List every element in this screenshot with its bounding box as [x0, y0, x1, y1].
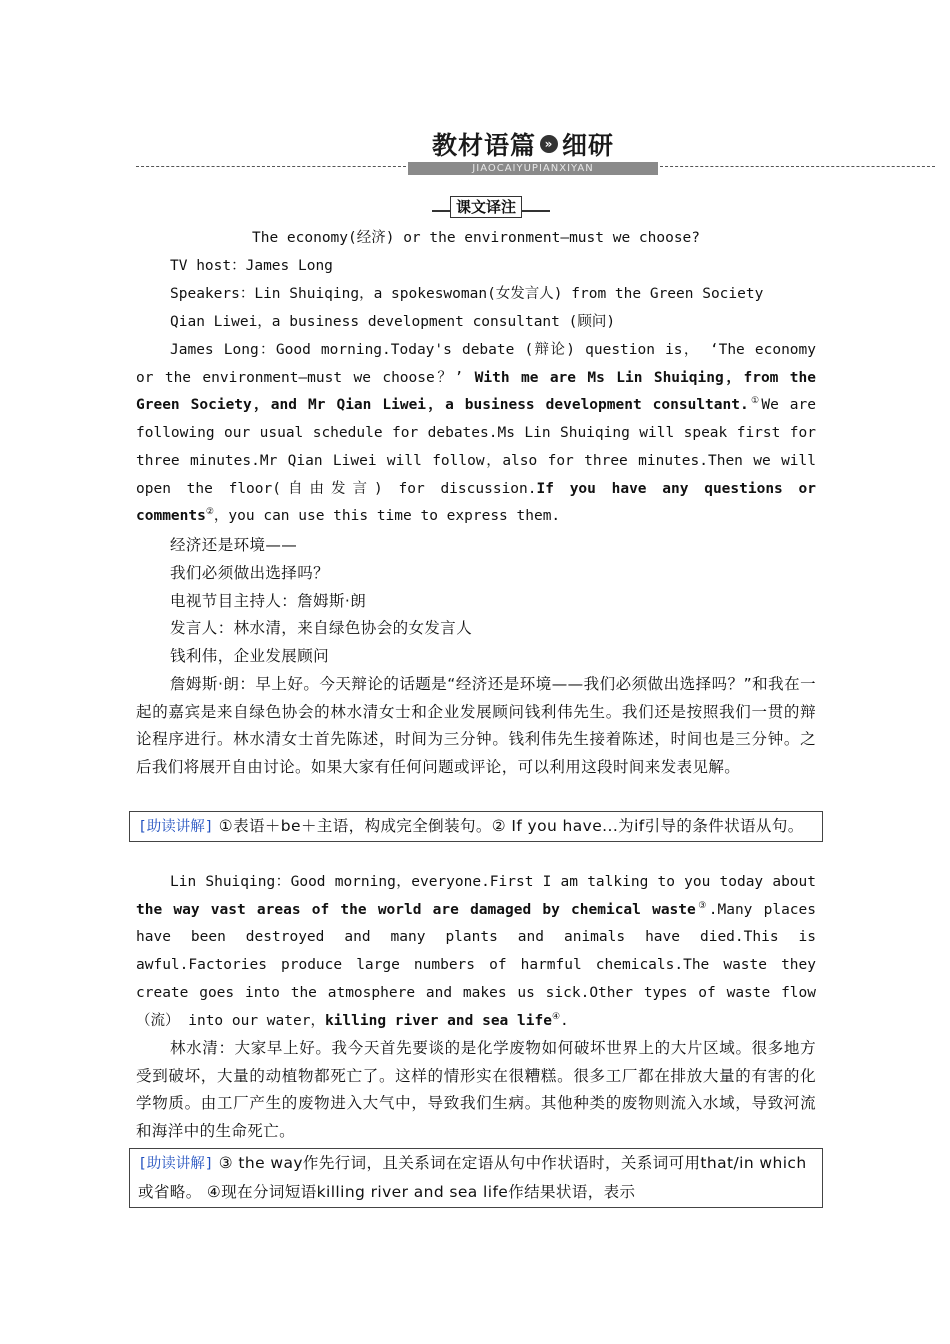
note-text: ③ the way作先行词，且关系词在定语从句中作状语时，关系词可用that/in which或省略。 ④现在分词短语killing river and sea life作结果状语，表示	[138, 1154, 807, 1201]
note-marker-3: ③	[695, 900, 709, 911]
banner-title-left: 教材语篇	[432, 131, 537, 160]
zh-paragraph-2: 林水清：大家早上好。我今天首先要谈的是化学废物如何破坏世界上的大片区域。很多地方受到破坏，大量的动植物都死亡了。这样的情形实在很糟糕。很多工厂都在排放大量的有害的化学物质。由工厂产生的废物进入大气中，导致我们生病。其他种类的废物则流入水域，导致河流和海洋中的生命死亡。	[136, 1039, 816, 1141]
note-marker-1: ①	[748, 396, 762, 407]
section-tag-label: 课文译注	[450, 196, 522, 218]
para1-bold-clause: If you have any questions or comments	[136, 480, 816, 525]
para2-text-c: .Many places have been destroyed and many plants and animals have died.This is awful.Factories produce large numbers of harmful chemicals.The waste they create goes into the atmosphere and makes us sick.Other types of waste flow （流） into our water，	[136, 901, 816, 1029]
note-marker-2: ②	[205, 507, 214, 518]
reading-note-2	[129, 1148, 823, 1208]
cast-host: TV host：James Long	[170, 258, 333, 274]
english-paragraph-1	[136, 337, 816, 532]
zh-line-4: 发言人：林水清，来自绿色协会的女发言人	[170, 619, 473, 637]
zh-paragraph-1: 詹姆斯·朗：早上好。今天辩论的话题是“经济还是环境——我们必须做出选择吗？”和我在一起的嘉宾是来自绿色协会的林水清女士和企业发展顾问钱利伟先生。我们还是按照我们一贯的辩论程序进行。林水清女士首先陈述，时间为三分钟。钱利伟先生接着陈述，时间也是三分钟。之后我们将展开自由讨论。如果大家有任何问题或评论，可以利用这段时间来发表见解。	[136, 675, 816, 777]
cast-speakers: Speakers：Lin Shuiqing，a spokeswoman(女发言人) from the Green Society	[170, 286, 764, 302]
para2-bold-clause: the way vast areas of the world are damaged by chemical waste	[136, 901, 696, 918]
header-rule-left	[136, 166, 406, 167]
note-text: ①表语＋be＋主语，构成完全倒装句。② If you have...为if引导的条件状语从句。	[213, 817, 804, 835]
para1-text-a: James Long：Good morning.Today's debate (辩论) question is， ‘The economy or the environment—must we choose？’	[136, 342, 816, 386]
para2-text-a: Lin Shuiqing：Good morning，everyone.First I am talking to you today about	[170, 874, 816, 890]
para1-text-e: ，you can use this time to express them.	[213, 508, 561, 525]
para2-text-e: .	[560, 1012, 569, 1029]
zh-line-3: 电视节目主持人：詹姆斯·朗	[170, 592, 367, 610]
section-tag	[428, 196, 554, 218]
note-marker-4: ④	[551, 1011, 561, 1022]
zh-line-5: 钱利伟，企业发展顾问	[170, 647, 330, 665]
cast-qian: Qian Liwei，a business development consultant (顾问)	[170, 314, 616, 330]
note-tag: [助读讲解]	[138, 1156, 214, 1172]
header-rule-right	[660, 166, 935, 167]
english-paragraph-2	[136, 869, 816, 1039]
para2-bold-phrase: killing river and sea life	[324, 1012, 552, 1029]
banner-subtitle: JIAOCAIYUPIANXIYAN	[408, 162, 658, 175]
section-banner-title	[432, 126, 614, 162]
para1-text-c: We are following our usual schedule for debates.Ms Lin Shuiqing will speak first for three minutes.Mr Qian Liwei will follow，also for three minutes.Then we will open the floor(自由发言) for discussion.	[136, 397, 816, 497]
zh-line-1: 经济还是环境——	[170, 536, 298, 554]
para1-bold-sentence: With me are Ms Lin Shuiqing，from the Green Society，and Mr Qian Liwei，a business development consultant.	[136, 369, 816, 414]
reading-note-1	[129, 811, 823, 842]
passage-title: The economy(经济) or the environment—must we choose?	[251, 230, 701, 246]
banner-title-right: 细研	[562, 131, 615, 160]
note-tag: [助读讲解]	[138, 819, 214, 835]
chevron-right-icon: »	[540, 135, 558, 153]
zh-line-2: 我们必须做出选择吗？	[170, 564, 330, 582]
